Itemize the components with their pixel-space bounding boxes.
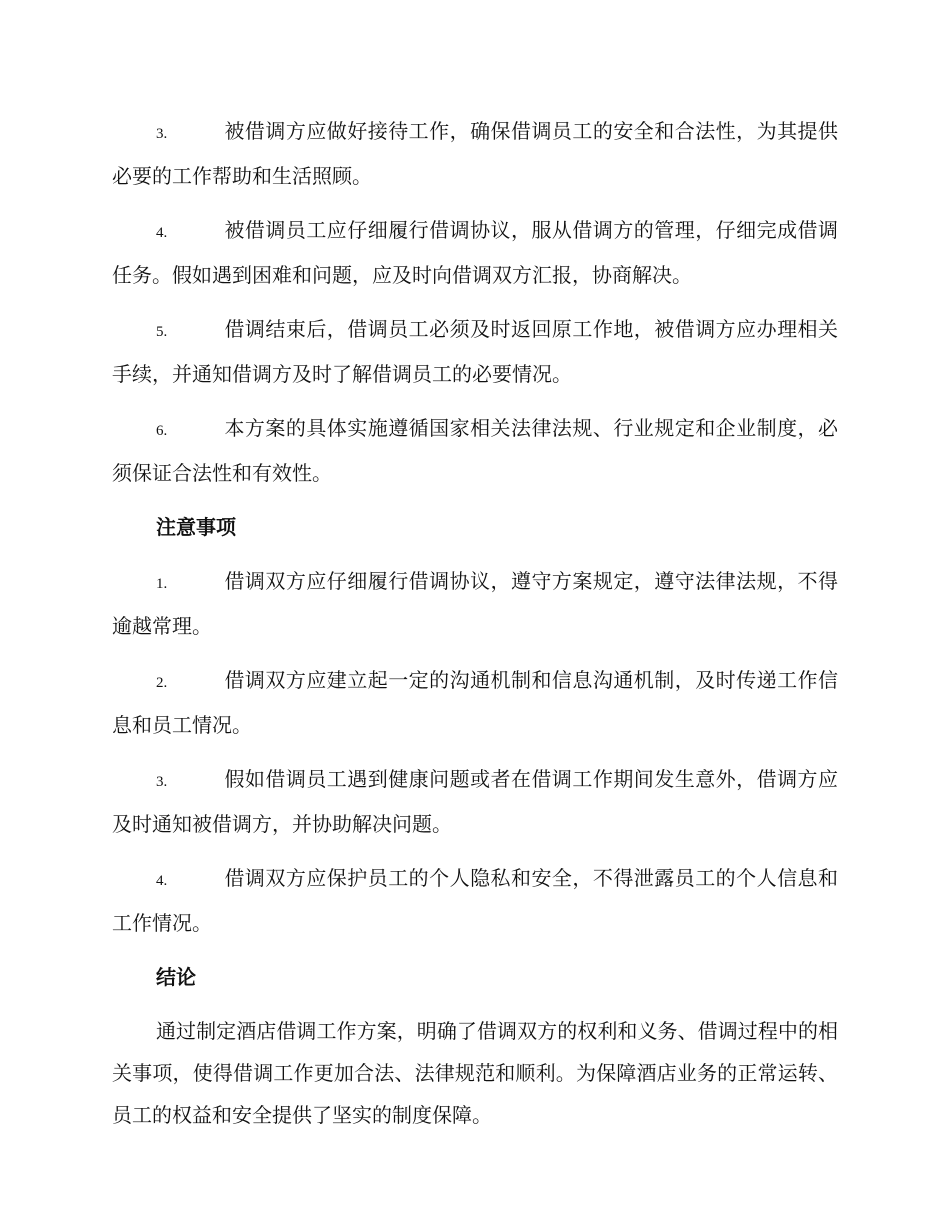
item-text: 被借调员工应仔细履行借调协议，服从借调方的管理，仔细完成借调任务。假如遇到困难和问题，应及时向借调双方汇报，协商解决。: [112, 218, 838, 287]
list-item: [112, 758, 838, 845]
list-item: [112, 857, 838, 944]
list-item: [112, 659, 838, 746]
section-heading-conclusion: 结论: [156, 965, 196, 989]
list-item: [112, 308, 838, 395]
item-text: 借调双方应保护员工的个人隐私和安全，不得泄露员工的个人信息和工作情况。: [112, 866, 838, 935]
item-text: 假如借调员工遇到健康问题或者在借调工作期间发生意外，借调方应及时通知被借调方，并协助解决问题。: [112, 767, 838, 836]
item-text: 借调结束后，借调员工必须及时返回原工作地，被借调方应办理相关手续，并通知借调方及时了解借调员工的必要情况。: [112, 317, 838, 386]
item-number: 3.: [156, 774, 168, 790]
list-item: [112, 560, 838, 647]
section-heading-notes: 注意事项: [156, 515, 236, 539]
item-text: 借调双方应仔细履行借调协议，遵守方案规定，遵守法律法规，不得逾越常理。: [112, 569, 838, 638]
item-number: 1.: [156, 576, 168, 592]
item-number: 4.: [156, 225, 168, 241]
item-text: 借调双方应建立起一定的沟通机制和信息沟通机制，及时传递工作信息和员工情况。: [112, 668, 838, 737]
item-number: 3.: [156, 126, 168, 142]
item-text: 本方案的具体实施遵循国家相关法律法规、行业规定和企业制度，必须保证合法性和有效性。: [112, 416, 838, 485]
item-number: 2.: [156, 675, 168, 691]
item-number: 5.: [156, 324, 168, 340]
item-text: 被借调方应做好接待工作，确保借调员工的安全和合法性，为其提供必要的工作帮助和生活照顾。: [112, 119, 838, 188]
list-item: [112, 110, 838, 197]
item-number: 6.: [156, 423, 168, 439]
list-item: [112, 407, 838, 494]
list-item: [112, 209, 838, 296]
item-number: 4.: [156, 873, 168, 889]
conclusion-paragraph: 通过制定酒店借调工作方案，明确了借调双方的权利和义务、借调过程中的相关事项，使得借调工作更加合法、法律规范和顺利。为保障酒店业务的正常运转、员工的权益和安全提供了坚实的制度保障。: [112, 1019, 838, 1127]
